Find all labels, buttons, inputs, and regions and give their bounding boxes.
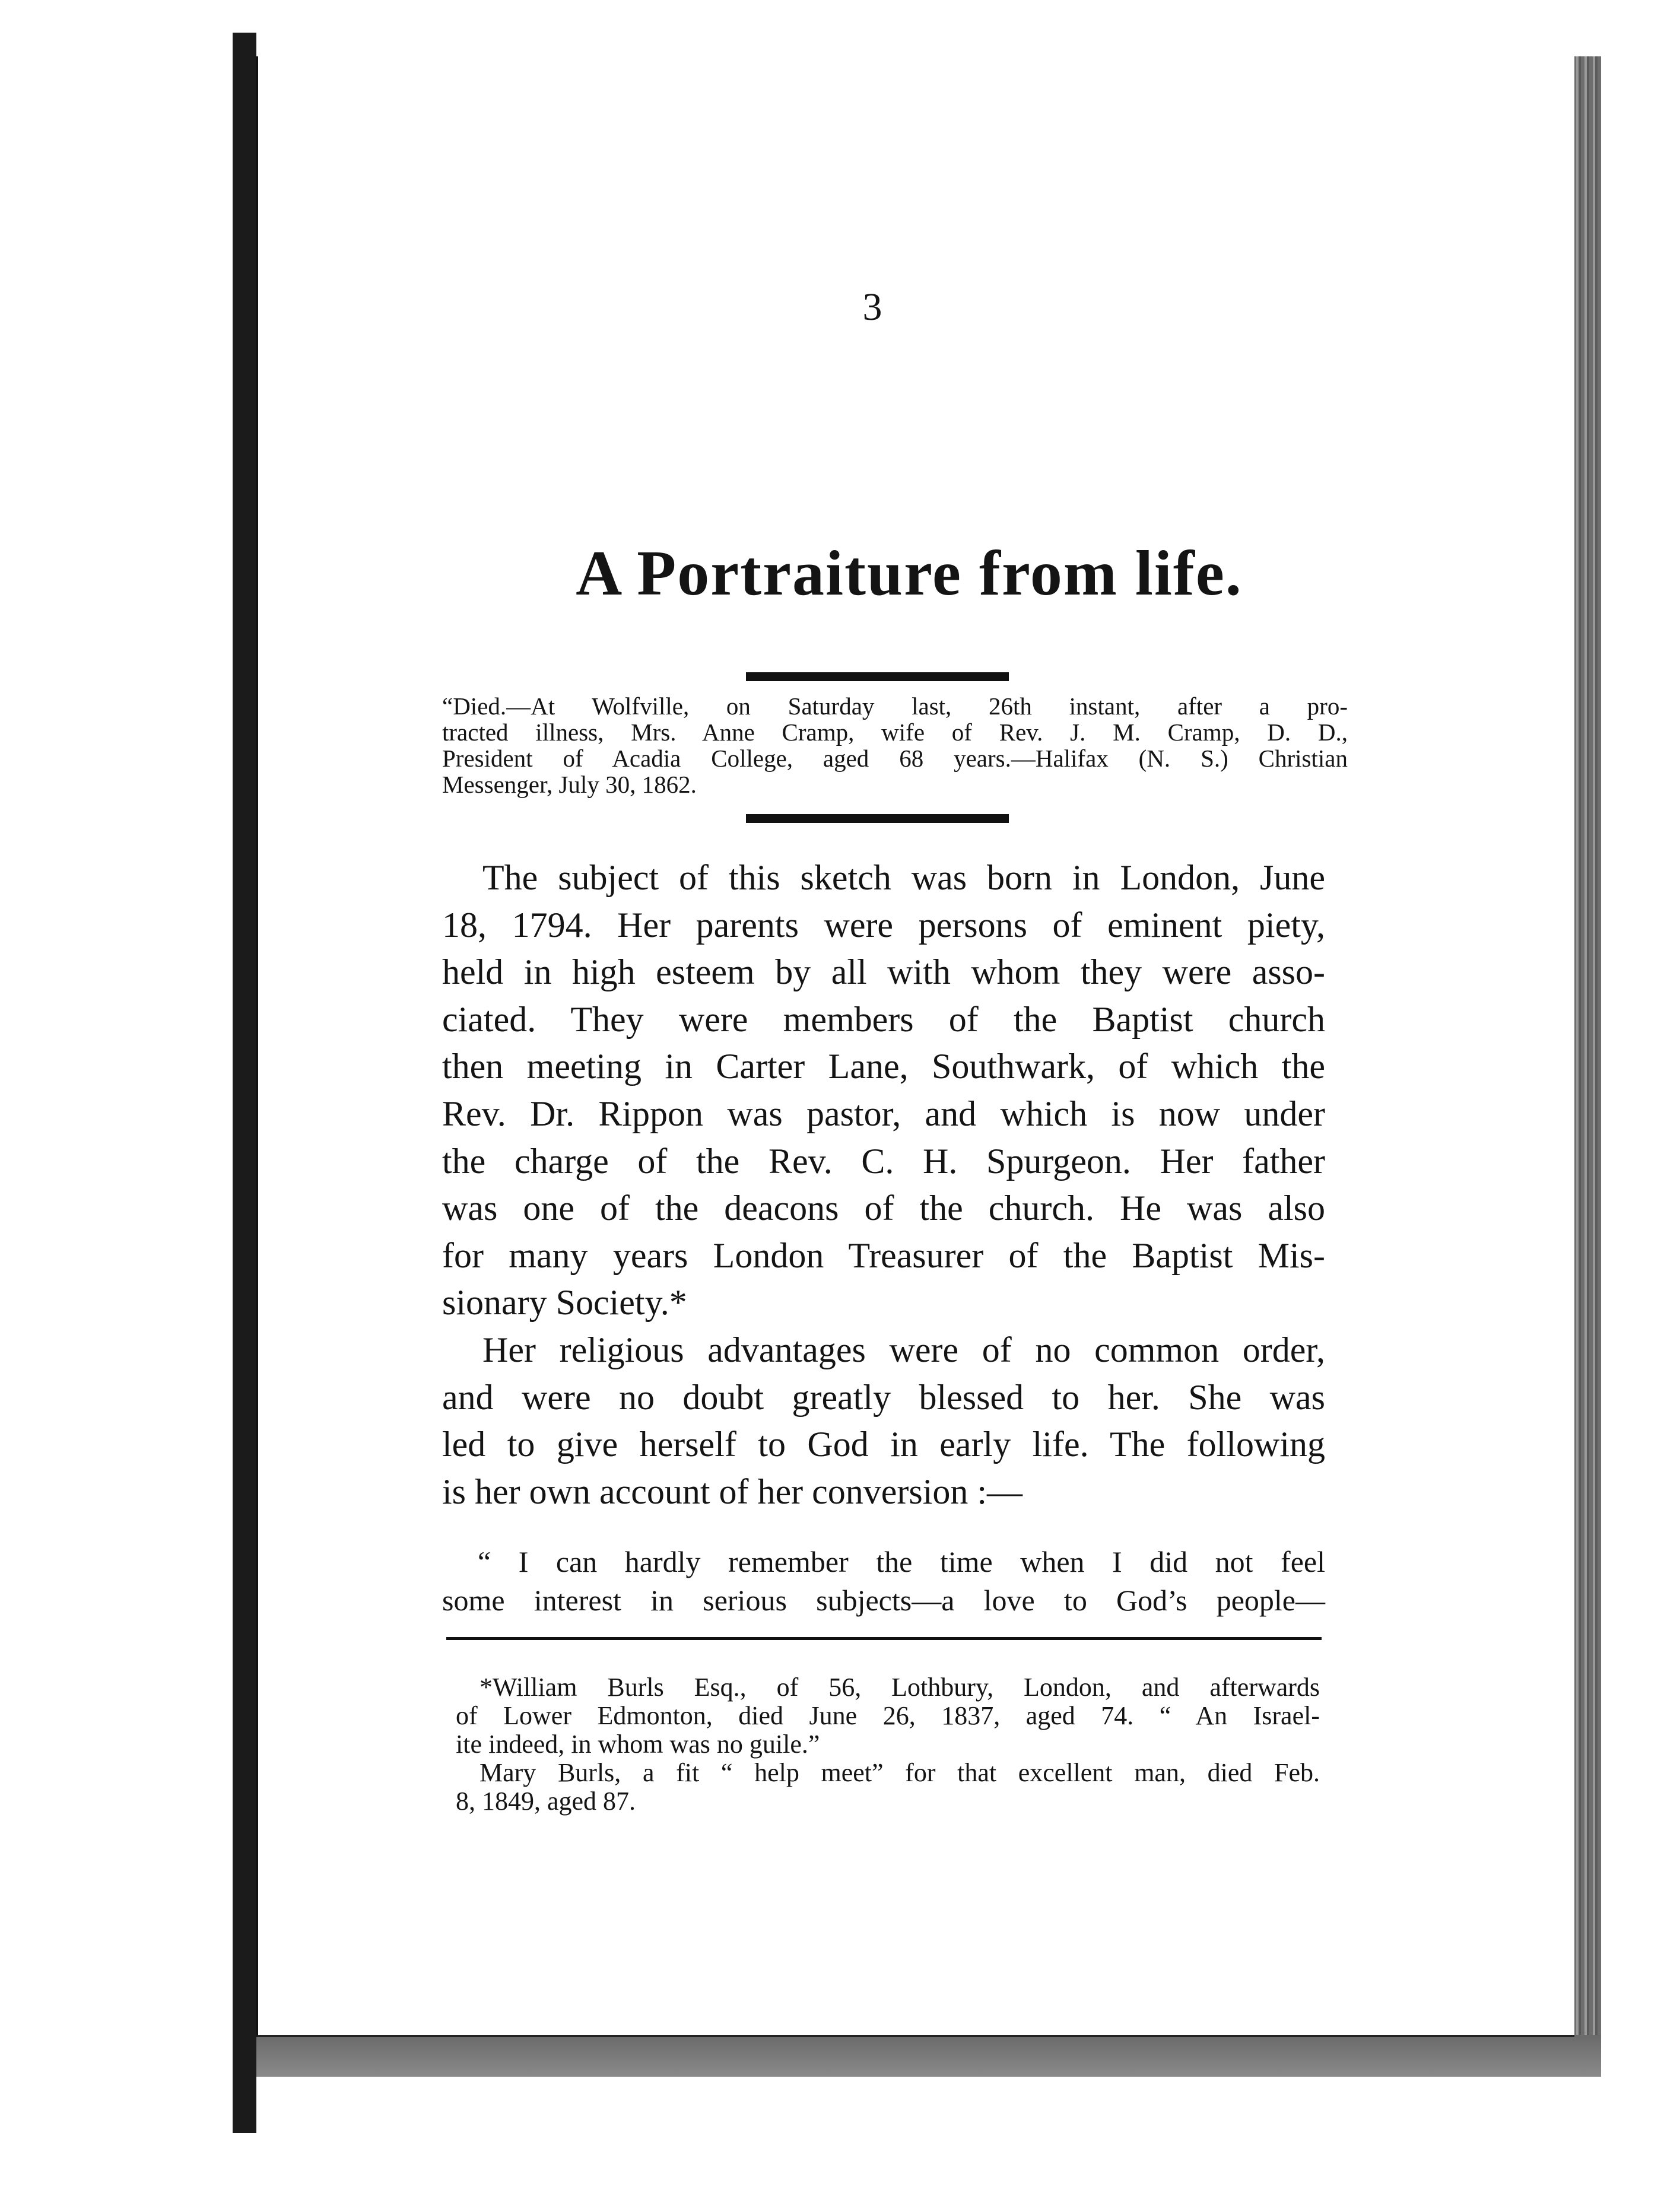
bottom-rule (746, 814, 1009, 823)
top-rule (746, 672, 1009, 681)
body-line: the charge of the Rev. C. H. Spurgeon. Her father (442, 1141, 1325, 1181)
body-line: was one of the deacons of the church. He was also (442, 1188, 1325, 1228)
notice-line-2: tracted illness, Mrs. Anne Cramp, wife of Rev. J. M. Cramp, D. D., (442, 719, 1348, 746)
body-line: The subject of this sketch was born in London, June (482, 858, 1325, 897)
body-text (442, 854, 1325, 1515)
body-line: for many years London Treasurer of the Baptist Mis- (442, 1235, 1325, 1275)
facing-page (0, 33, 236, 2135)
body-line: then meeting in Carter Lane, Southwark, of which the (442, 1047, 1325, 1086)
page-edge-stack (1573, 56, 1601, 2074)
notice-line-4: Messenger, July 30, 1862. (442, 771, 697, 798)
body-line: ciated. They were members of the Baptist church (442, 999, 1325, 1039)
body-line: and were no doubt greatly blessed to her. She was (442, 1377, 1325, 1417)
scan-margin (1601, 0, 1664, 2212)
notice-line-3: President of Acadia College, aged 68 years.—Halifax (N. S.) Christian (442, 745, 1348, 772)
body-line: 18, 1794. Her parents were persons of eminent piety, (442, 905, 1325, 945)
body-line: sionary Society.* (442, 1283, 687, 1323)
page-number: 3 (862, 285, 882, 329)
footnote-line: Mary Burls, a fit “ help meet” for that excellent man, died Feb. (479, 1758, 1320, 1787)
gutter-shadow (233, 33, 256, 2133)
quote-line-1: “ I can hardly remember the time when I did not feel (478, 1545, 1325, 1578)
bottom-page-edge (256, 2035, 1601, 2077)
page-title: A Portraiture from life. (576, 538, 1243, 609)
death-notice (442, 693, 1348, 797)
footnote-line: ite indeed, in whom was no guile.” (456, 1730, 820, 1759)
body-line: Rev. Dr. Rippon was pastor, and which is now under (442, 1094, 1325, 1133)
footnote-line: of Lower Edmonton, died June 26, 1837, aged 74. “ An Israel- (456, 1701, 1320, 1730)
footnote (456, 1673, 1320, 1816)
body-line: is her own account of her conversion :— (442, 1472, 1023, 1511)
scan-bottom-margin (0, 2133, 1601, 2212)
body-line: led to give herself to God in early life. The following (442, 1425, 1325, 1464)
conversion-quote (442, 1543, 1325, 1620)
quote-line-2: some interest in serious subjects—a love to God’s people— (442, 1584, 1325, 1617)
footnote-line: 8, 1849, aged 87. (456, 1787, 636, 1816)
body-line: Her religious advantages were of no common order, (482, 1330, 1325, 1369)
footnote-rule (446, 1637, 1322, 1640)
notice-line-1: “Died.—At Wolfville, on Saturday last, 26th instant, after a pro- (442, 692, 1348, 720)
footnote-line: *William Burls Esq., of 56, Lothbury, London, and afterwards (479, 1673, 1320, 1702)
body-line: held in high esteem by all with whom they were asso- (442, 952, 1325, 992)
